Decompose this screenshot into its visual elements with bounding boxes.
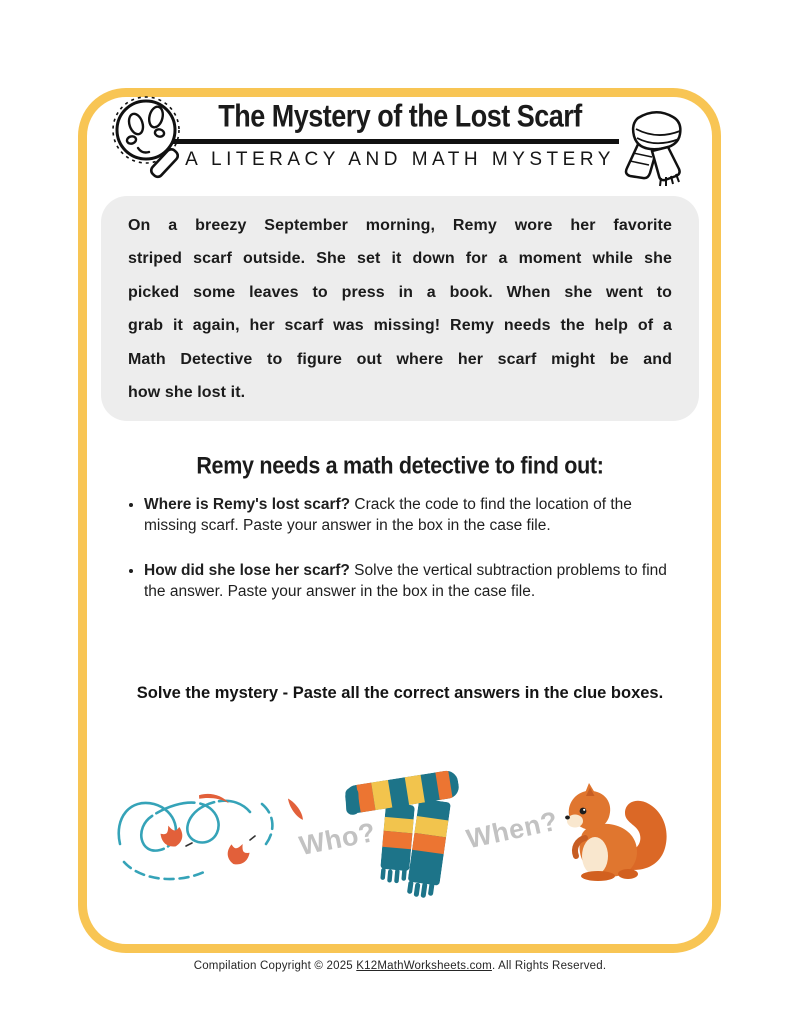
- footer-copyright: [0, 960, 800, 972]
- page-subtitle: A LITERACY AND MATH MYSTERY: [185, 149, 615, 170]
- story-line: grab it again, her scarf was missing! Remy needs the help of a: [128, 317, 672, 335]
- striped-scarf-illustration: [341, 760, 475, 900]
- page-title: The Mystery of the Lost Scarf: [218, 98, 582, 134]
- story-line: picked some leaves to press in a book. When she went to: [128, 283, 672, 301]
- when-label: When?: [463, 805, 561, 855]
- bullet-instruction: Crack the code to find the location of the missing scarf. Paste your answer in the box in the case file.: [144, 496, 632, 535]
- story-line: how she lost it.: [128, 384, 246, 402]
- story-line: striped scarf outside. She set it down for a moment while she: [128, 250, 672, 268]
- story-line: On a breezy September morning, Remy wore her favorite: [128, 217, 672, 234]
- bullet-question: Where is Remy's lost scarf?: [144, 496, 351, 513]
- footer-prefix: Compilation Copyright © 2025: [193, 960, 357, 972]
- knitted-scarf-icon: [608, 98, 702, 190]
- bullet-list: [126, 494, 684, 625]
- footer-suffix: . All Rights Reserved.: [491, 960, 607, 972]
- bullet-item: [144, 560, 684, 603]
- story-line: Math Detective to figure out where her scarf might be and: [128, 350, 672, 368]
- story-box: [101, 196, 699, 421]
- who-label: Who?: [296, 816, 379, 862]
- squirrel-illustration: [546, 776, 672, 886]
- wind-swirl-leaves-illustration: [110, 770, 320, 892]
- footer-link[interactable]: K12MathWorksheets.com: [356, 960, 492, 972]
- solve-instruction: Solve the mystery - Paste all the correct answers in the clue boxes.: [136, 684, 664, 702]
- title-underline: [172, 139, 619, 144]
- bullet-question: How did she lose her scarf?: [144, 561, 350, 579]
- bullet-item: [144, 494, 684, 537]
- bullet-instruction: Solve the vertical subtraction problems to find the answer. Paste your answer in the box in the case file.: [144, 561, 667, 600]
- section-heading: Remy needs a math detective to find out:: [196, 452, 604, 479]
